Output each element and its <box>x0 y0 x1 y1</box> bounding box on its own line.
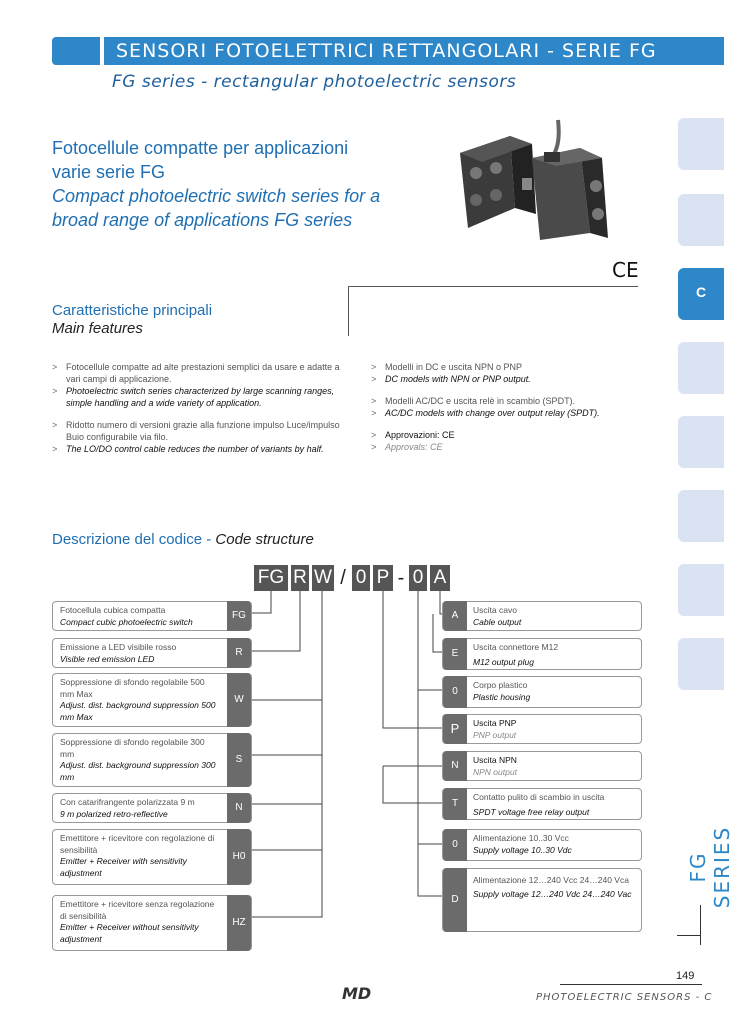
feature-item: > Ridotto numero di versioni grazie alla funzione impulso Luce/impulso Buio configurabile via filo. <box>52 420 340 442</box>
features-heading-it: Caratteristiche principali <box>52 302 213 319</box>
side-tab-3[interactable] <box>678 342 724 394</box>
code-part-output: P <box>373 565 393 591</box>
feature-item: > Approvazioni: CE <box>371 430 455 440</box>
features-heading-en: Main features <box>52 320 143 337</box>
option-code: S <box>227 733 251 787</box>
bullet-arrow: > <box>52 386 58 396</box>
code-option-left: Fotocellula cubica compatta Compact cubic photoelectric switch FG <box>52 601 252 631</box>
code-option-right: Uscita PNP PNP output P <box>442 714 642 744</box>
product-photo <box>440 118 620 248</box>
option-code: N <box>443 751 467 781</box>
side-tab-4[interactable] <box>678 416 724 468</box>
code-option-right: Corpo plastico Plastic housing 0 <box>442 676 642 708</box>
code-structure-heading: Descrizione del codice - Code structure <box>52 531 314 548</box>
bullet-arrow: > <box>371 442 377 452</box>
side-tab-7[interactable] <box>678 638 724 690</box>
code-option-right: Contatto pulito di scambio in uscita SPDT voltage free relay output T <box>442 788 642 820</box>
option-code: 0 <box>443 829 467 861</box>
product-title-it: Fotocellule compatte per applicazioni varie serie FG <box>52 138 349 182</box>
code-part-supply: 0 <box>409 565 427 591</box>
bullet-arrow: > <box>371 430 377 440</box>
side-tab-2[interactable] <box>678 194 724 246</box>
option-code: W <box>227 673 251 727</box>
bullet-arrow: > <box>371 396 377 406</box>
code-option-left: Emettitore + ricevitore senza regolazione di sensibilità Emitter + Receiver without sensitivity adjustment HZ <box>52 895 252 951</box>
code-part-mode: W <box>312 565 334 591</box>
brand-logo: MD <box>342 984 372 1003</box>
page-number: 149 <box>676 970 695 982</box>
option-code: D <box>443 868 467 932</box>
bullet-arrow: > <box>52 444 58 454</box>
series-label: FG SERIES <box>686 825 734 909</box>
bullet-arrow: > <box>52 362 58 372</box>
code-option-right: Alimentazione 10..30 Vcc Supply voltage 10..30 Vdc 0 <box>442 829 642 861</box>
code-part-series: FG <box>254 565 288 591</box>
header-tab <box>52 37 100 65</box>
option-code: E <box>443 638 467 670</box>
product-title-en: Compact photoelectric switch series for a broad range of applications FG series <box>52 186 381 230</box>
code-option-left: Con catarifrangente polarizzata 9 m 9 m polarized retro-reflective N <box>52 793 252 823</box>
feature-item: > Modelli in DC e uscita NPN o PNP <box>371 362 523 372</box>
code-part-emission: R <box>291 565 309 591</box>
code-option-left: Emissione a LED visibile rosso Visible red emission LED R <box>52 638 252 668</box>
side-tab-6[interactable] <box>678 564 724 616</box>
series-tick <box>677 935 701 936</box>
feature-item: > AC/DC models with change over output relay (SPDT). <box>371 408 600 418</box>
page-title: SENSORI FOTOELETTRICI RETTANGOLARI - SERIE FG <box>104 37 724 65</box>
features-right-column <box>371 361 641 453</box>
code-part-slash: / <box>340 567 346 589</box>
feature-item: > Photoelectric switch series characterized by large scanning ranges, simple handling and a wide variety of application. <box>52 386 335 408</box>
option-code: T <box>443 788 467 820</box>
side-tab-1[interactable] <box>678 118 724 170</box>
features-left-column <box>52 361 347 455</box>
option-code: A <box>443 601 467 631</box>
code-option-right: Uscita connettore M12 M12 output plug E <box>442 638 642 670</box>
code-option-left: Emettitore + ricevitore con regolazione di sensibilità Emitter + Receiver with sensitivity adjustment H0 <box>52 829 252 885</box>
bullet-arrow: > <box>371 362 377 372</box>
option-code: P <box>443 714 467 744</box>
page-subtitle: FG series - rectangular photoelectric sensors <box>112 72 517 92</box>
side-tab-active[interactable]: C <box>678 268 724 320</box>
features-divider-v <box>348 286 349 336</box>
footer-rule <box>560 984 702 985</box>
feature-item: > Fotocellule compatte ad alte prestazioni semplici da usare e adatte a vari campi di applicazione. <box>52 362 340 384</box>
option-code: HZ <box>227 895 251 951</box>
code-option-right: Uscita NPN NPN output N <box>442 751 642 781</box>
side-tab-5[interactable] <box>678 490 724 542</box>
option-code: 0 <box>443 676 467 708</box>
feature-item: > Modelli AC/DC e uscita relè in scambio (SPDT). <box>371 396 576 406</box>
code-part-dash: - <box>397 567 405 589</box>
feature-item: > Approvals: CE <box>371 442 443 452</box>
series-divider <box>700 905 701 945</box>
option-code: R <box>227 638 251 668</box>
code-option-right: Uscita cavo Cable output A <box>442 601 642 631</box>
feature-item: > DC models with NPN or PNP output. <box>371 374 531 384</box>
code-option-left: Soppressione di sfondo regolabile 500 mm Max Adjust. dist. background suppression 500 mm Max W <box>52 673 252 727</box>
bullet-arrow: > <box>371 408 377 418</box>
code-option-left: Soppressione di sfondo regolabile 300 mm Adjust. dist. background suppression 300 mm S <box>52 733 252 787</box>
footer-section: PHOTOELECTRIC SENSORS - C <box>536 992 713 1003</box>
code-option-right: Alimentazione 12…240 Vcc 24…240 Vca Supply voltage 12…240 Vdc 24…240 Vac D <box>442 868 642 932</box>
features-divider-h <box>348 286 638 287</box>
ce-mark: CE <box>612 258 639 282</box>
option-code: H0 <box>227 829 251 885</box>
option-code: N <box>227 793 251 823</box>
bullet-arrow: > <box>371 374 377 384</box>
feature-item: > The LO/DO control cable reduces the number of variants by half. <box>52 444 324 454</box>
bullet-arrow: > <box>52 420 58 430</box>
option-code: FG <box>227 601 251 631</box>
code-part-connection: A <box>430 565 450 591</box>
code-part-housing: 0 <box>352 565 370 591</box>
